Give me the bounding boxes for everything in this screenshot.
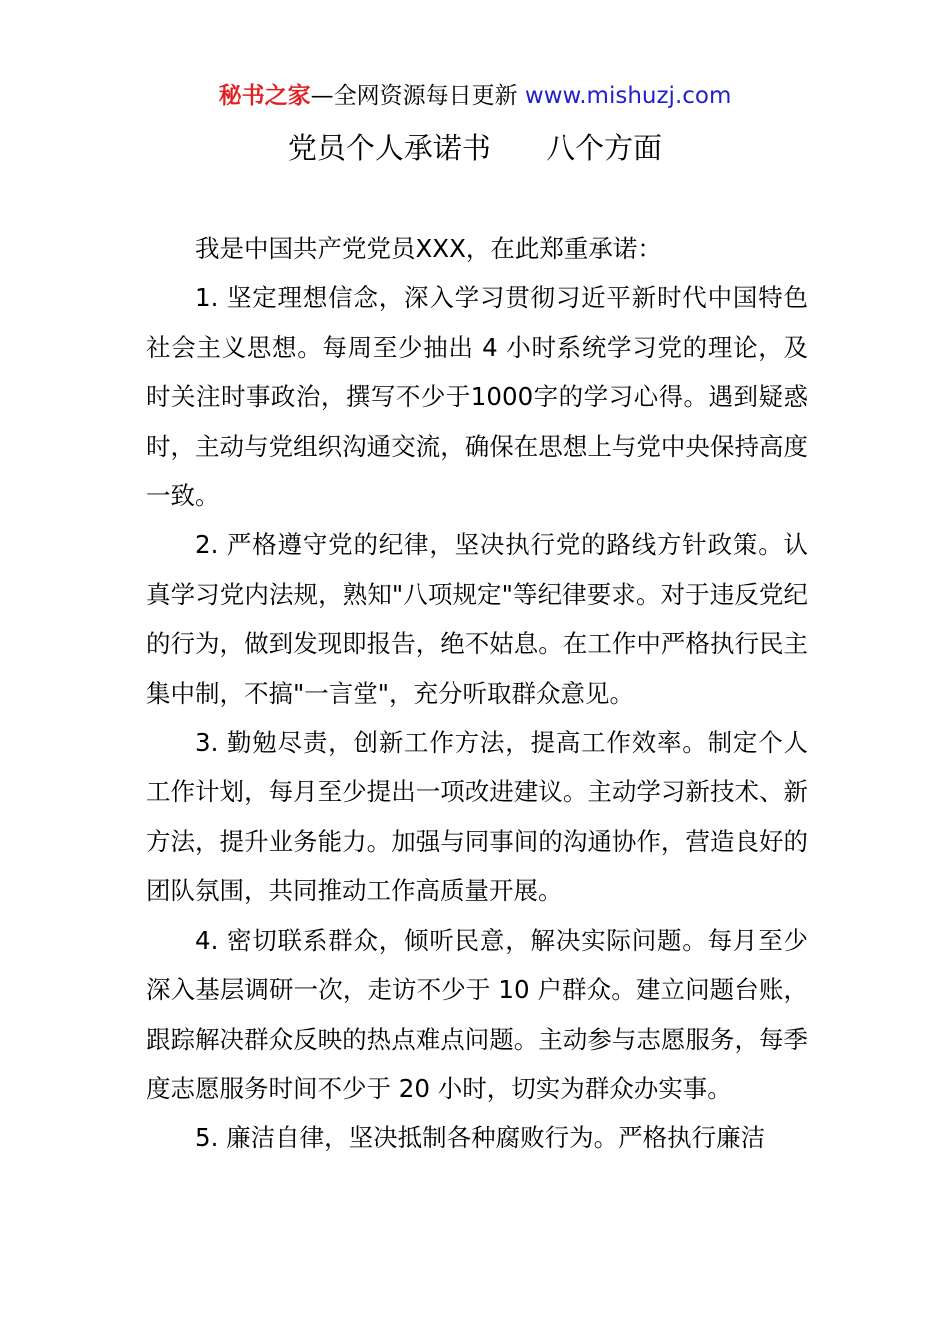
site-brand: 秘书之家 (218, 83, 311, 109)
site-tagline: —全网资源每日更新 (310, 83, 518, 109)
commitment-item-2: 2. 严格遵守党的纪律，坚决执行党的路线方针政策。认真学习党内法规，熟知"八项规定"等纪律要求。对于违反党纪的行为，做到发现即报告，绝不姑息。在工作中严格执行民主集中制，不搞"一言堂"，充分听取群众意见。 (146, 530, 808, 708)
document-body (146, 224, 808, 1163)
document-title: 党员个人承诺书 八个方面 (287, 131, 663, 165)
site-banner (0, 80, 950, 112)
site-url-link[interactable]: www.mishuzj.com (524, 83, 732, 109)
intro-paragraph: 我是中国共产党党员XXX，在此郑重承诺： (195, 234, 662, 263)
commitment-item-4: 4. 密切联系群众，倾听民意，解决实际问题。每月至少深入基层调研一次，走访不少于 10 户群众。建立问题台账，跟踪解决群众反映的热点难点问题。主动参与志愿服务，每季度志愿服务时间不少于 20 小时，切实为群众办实事。 (146, 925, 808, 1103)
commitment-item-3: 3. 勤勉尽责，创新工作方法，提高工作效率。制定个人工作计划，每月至少提出一项改进建议。主动学习新技术、新方法，提升业务能力。加强与同事间的沟通协作，营造良好的团队氛围，共同推动工作高质量开展。 (146, 728, 808, 906)
commitment-item-1: 1. 坚定理想信念，深入学习贯彻习近平新时代中国特色社会主义思想。每周至少抽出 4 小时系统学习党的理论，及时关注时事政治，撰写不少于1000字的学习心得。遇到疑惑时，主动与党组织沟通交流，确保在思想上与党中央保持高度一致。 (146, 283, 808, 511)
commitment-item-5: 5. 廉洁自律，坚决抵制各种腐败行为。严格执行廉洁 (195, 1123, 766, 1153)
